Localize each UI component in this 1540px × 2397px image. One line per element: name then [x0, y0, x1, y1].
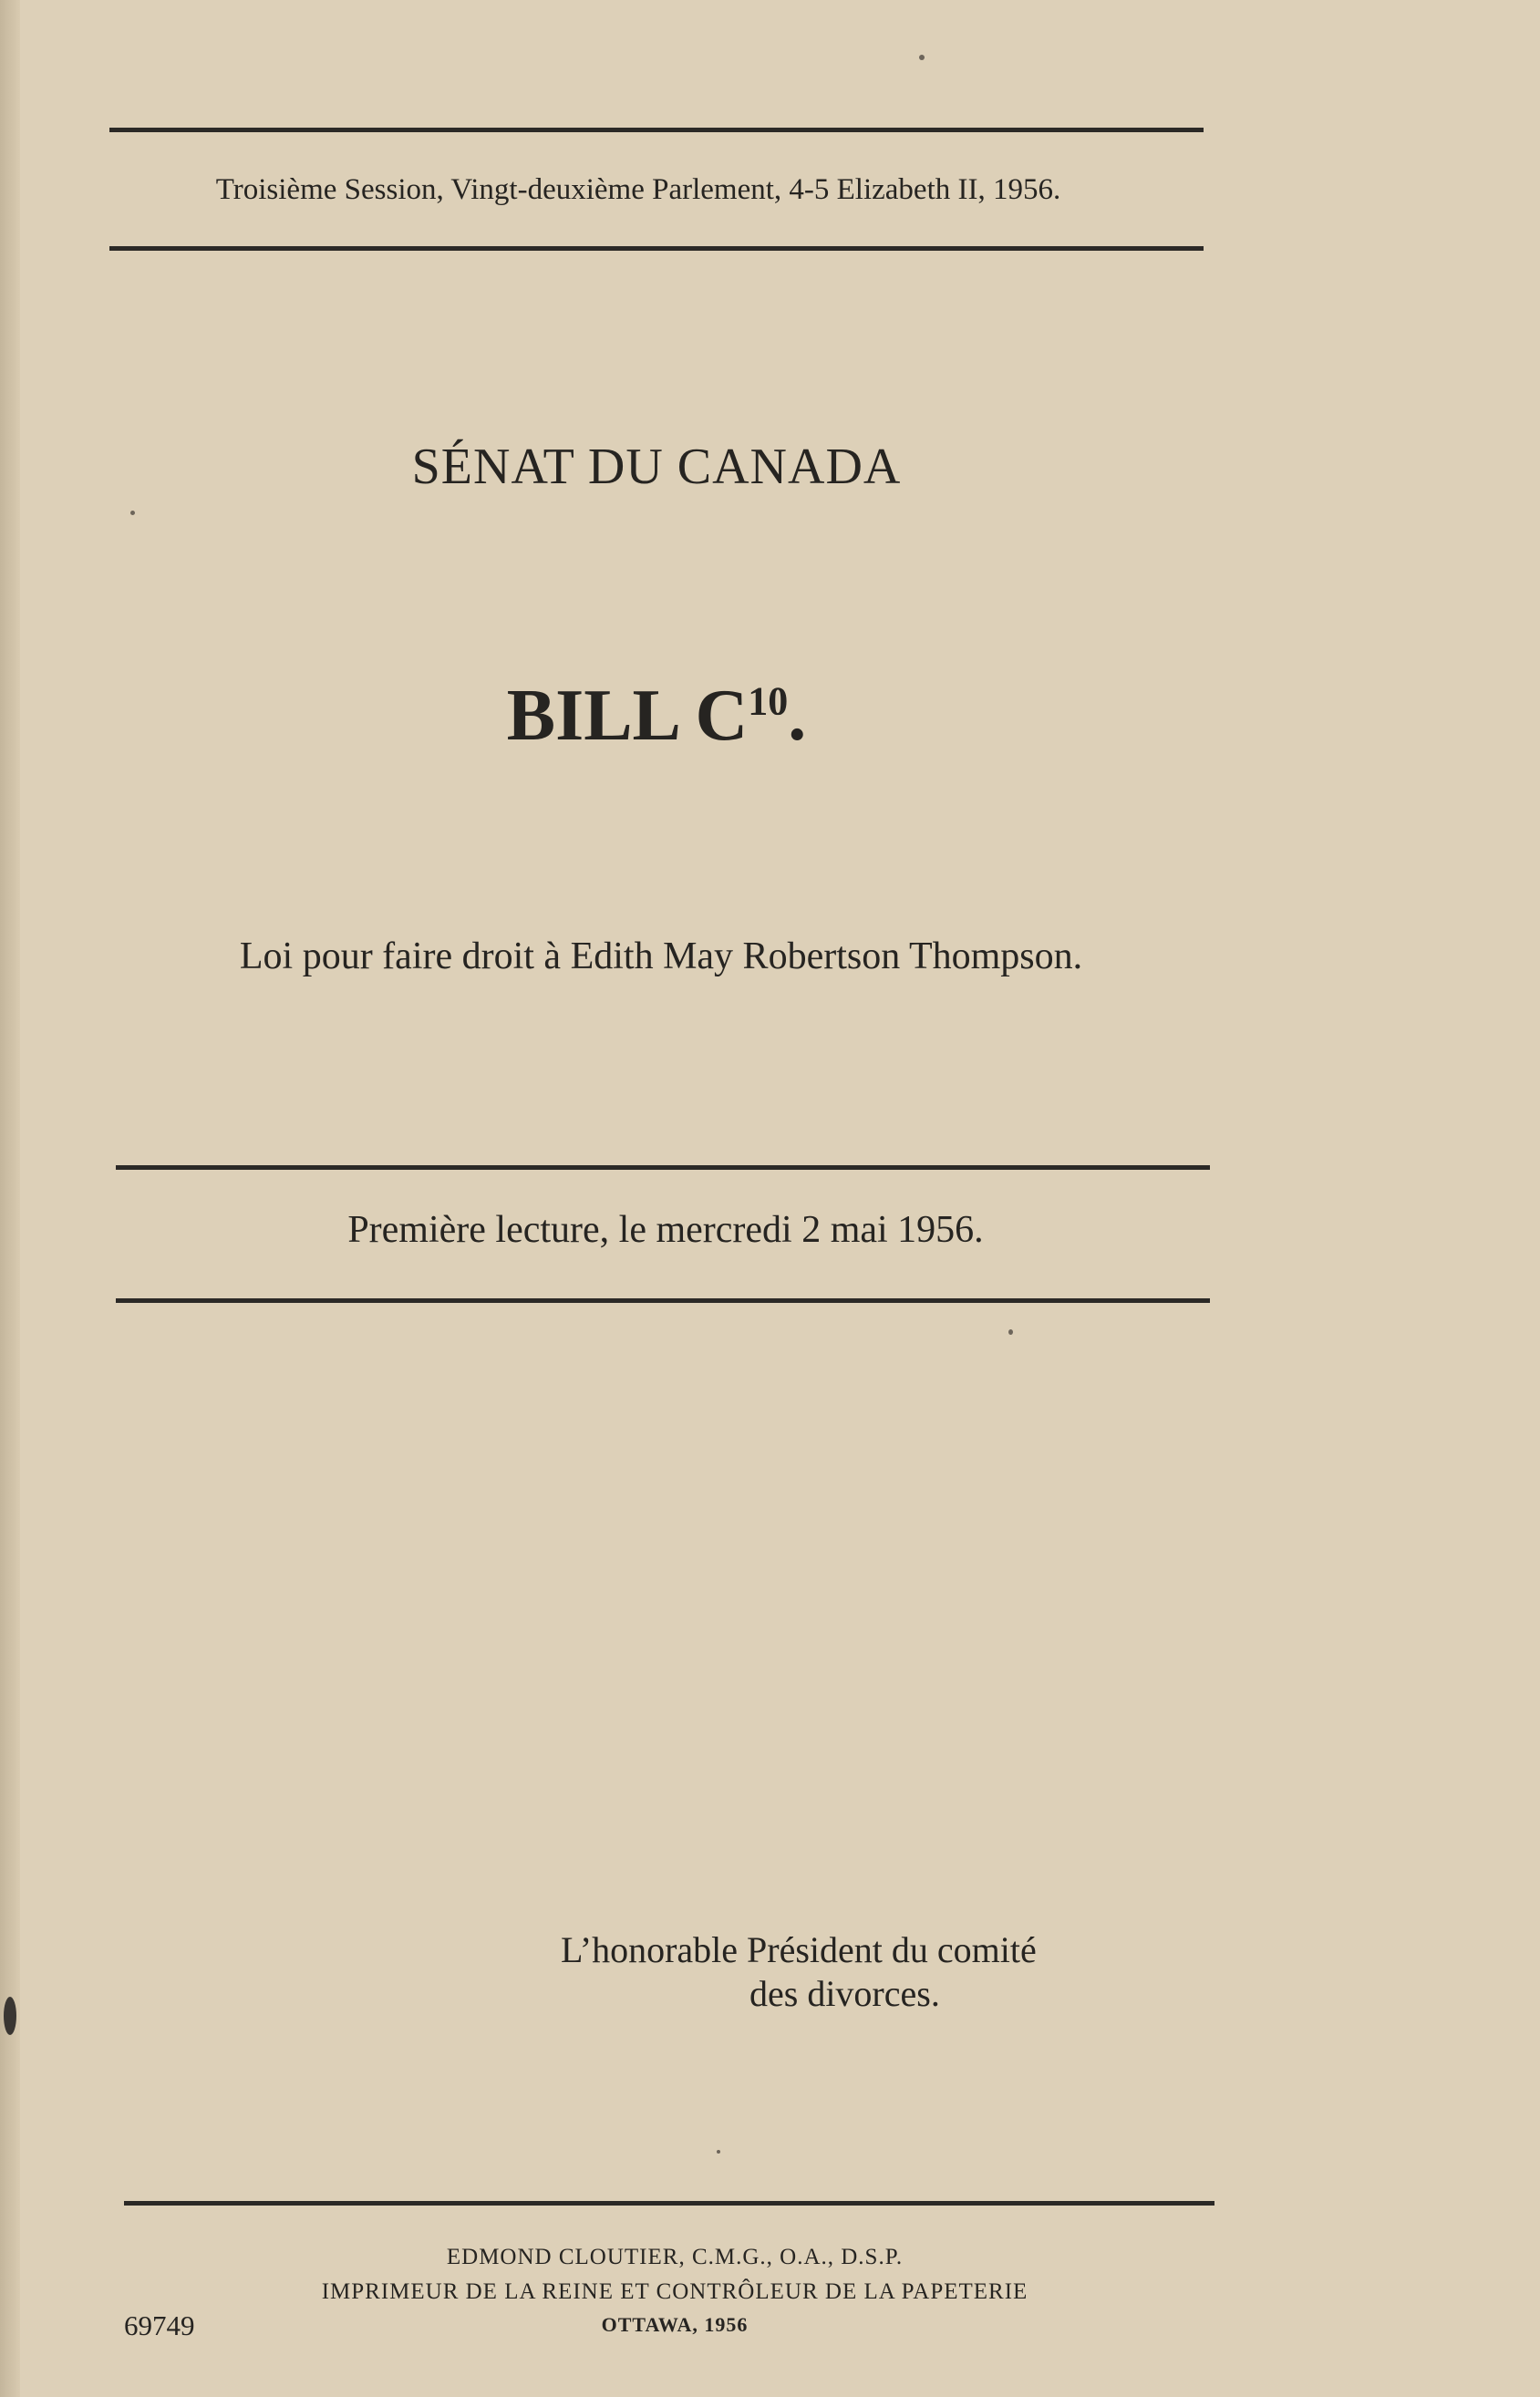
top-rule-lower [109, 246, 1204, 251]
reading-rule-lower [116, 1298, 1210, 1303]
paper-speck [717, 2150, 720, 2154]
top-rule-upper [109, 128, 1204, 132]
bill-number: 10 [748, 678, 789, 724]
paper-speck [1008, 1329, 1013, 1335]
job-number: 69749 [124, 2309, 195, 2341]
footer-rule [124, 2201, 1214, 2206]
sponsor-line-2: des divorces. [749, 1973, 940, 2014]
house-heading: SÉNAT DU CANADA [411, 439, 902, 495]
bill-label: BILL C [506, 676, 749, 756]
sponsor-line-1: L’honorable Président du comité [561, 1929, 1037, 1970]
bill-suffix: . [788, 676, 807, 756]
binding-edge [0, 0, 20, 2397]
printer-name: EDMOND CLOUTIER, C.M.G., O.A., D.S.P. [446, 2245, 904, 2269]
first-reading-line: Première lecture, le mercredi 2 mai 1956. [347, 1209, 984, 1251]
printer-place-year: OTTAWA, 1956 [601, 2313, 749, 2336]
bill-heading [109, 675, 1204, 758]
reading-rule-upper [116, 1165, 1210, 1170]
session-header: Troisième Session, Vingt-deuxième Parlement, 4-5 Elizabeth II, 1956. [215, 173, 1061, 206]
printer-title: IMPRIMEUR DE LA REINE ET CONTRÔLEUR DE LA PAPETERIE [321, 2279, 1028, 2304]
bill-title: Loi pour faire droit à Edith May Robertson Thompson. [239, 935, 1083, 977]
paper-speck [4, 1997, 16, 2035]
paper-speck [919, 55, 925, 60]
paper-speck [130, 511, 135, 515]
